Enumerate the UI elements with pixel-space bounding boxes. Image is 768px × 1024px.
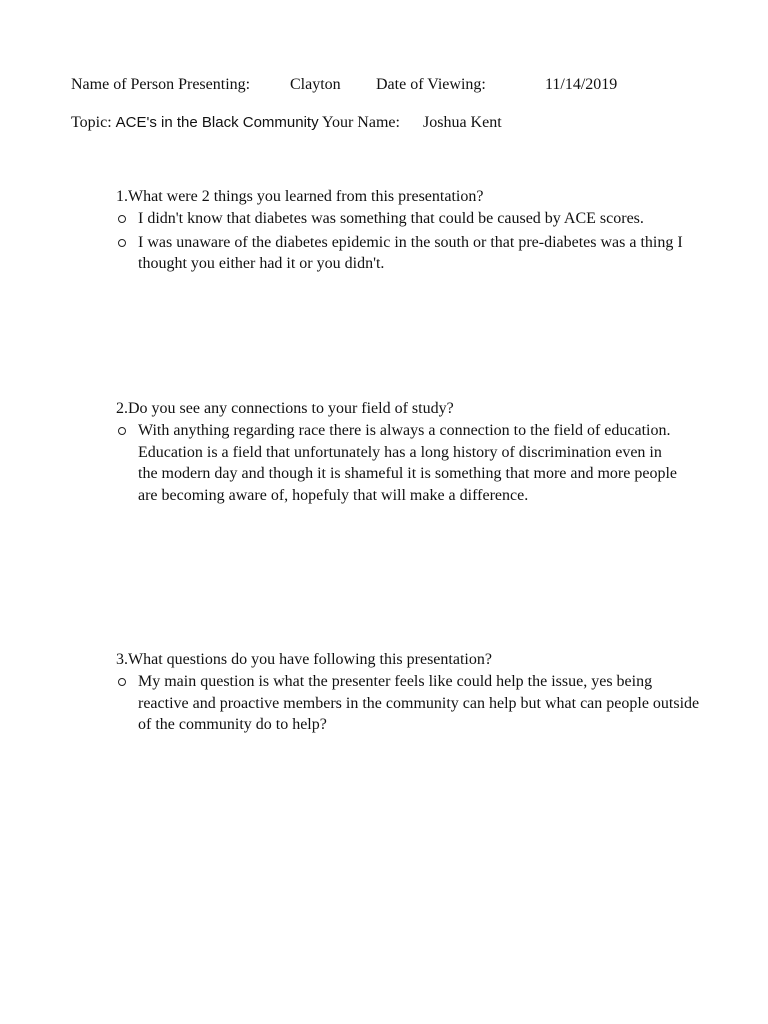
question-section-2 <box>116 399 716 508</box>
presenter-value: Clayton <box>290 76 341 93</box>
date-value: 11/14/2019 <box>545 76 618 93</box>
question-3: 3.What questions do you have following this presentation? <box>116 651 492 668</box>
answer-text: I didn't know that diabetes was something that could be caused by ACE scores. <box>138 210 644 227</box>
your-name-value: Joshua Kent <box>423 114 502 131</box>
answer-item <box>116 420 683 506</box>
topic-label: Topic <box>71 114 108 131</box>
topic-row <box>71 113 400 133</box>
hollow-bullet-icon <box>118 215 126 223</box>
hollow-bullet-icon <box>118 239 126 247</box>
answer-text: My main question is what the presenter feels like could help the issue, yes being reactive and proactive members in the community can help but what can people outside of the community do to help? <box>138 673 700 733</box>
your-name-label: Your Name: <box>322 114 400 131</box>
answer-item <box>116 208 716 230</box>
presenter-label: Name of Person Presenting: <box>71 76 251 93</box>
answer-item <box>116 671 700 736</box>
answer-item <box>116 232 698 275</box>
question-section-1 <box>116 187 716 277</box>
answer-text: With anything regarding race there is always a connection to the field of education. Education is a field that unfortunately has a long history of discrimination even in the modern day and though it is shameful it is something that more and more people are becoming aware of, hopefuly that will make a difference. <box>138 422 677 504</box>
answer-list-1 <box>116 208 716 275</box>
date-label: Date of Viewing: <box>376 76 486 93</box>
hollow-bullet-icon <box>118 678 126 686</box>
question-2: 2.Do you see any connections to your field of study? <box>116 400 454 417</box>
topic-value: ACE's in the Black Community <box>115 114 319 131</box>
answer-list-3 <box>116 671 716 736</box>
answer-list-2 <box>116 420 716 506</box>
question-section-3 <box>116 650 716 738</box>
hollow-bullet-icon <box>118 427 126 435</box>
answer-text: I was unaware of the diabetes epidemic in the south or that pre-diabetes was a thing I thought you either had it or you didn't. <box>138 233 683 272</box>
topic-colon: : <box>107 114 112 131</box>
question-1: 1.What were 2 things you learned from this presentation? <box>116 188 484 205</box>
